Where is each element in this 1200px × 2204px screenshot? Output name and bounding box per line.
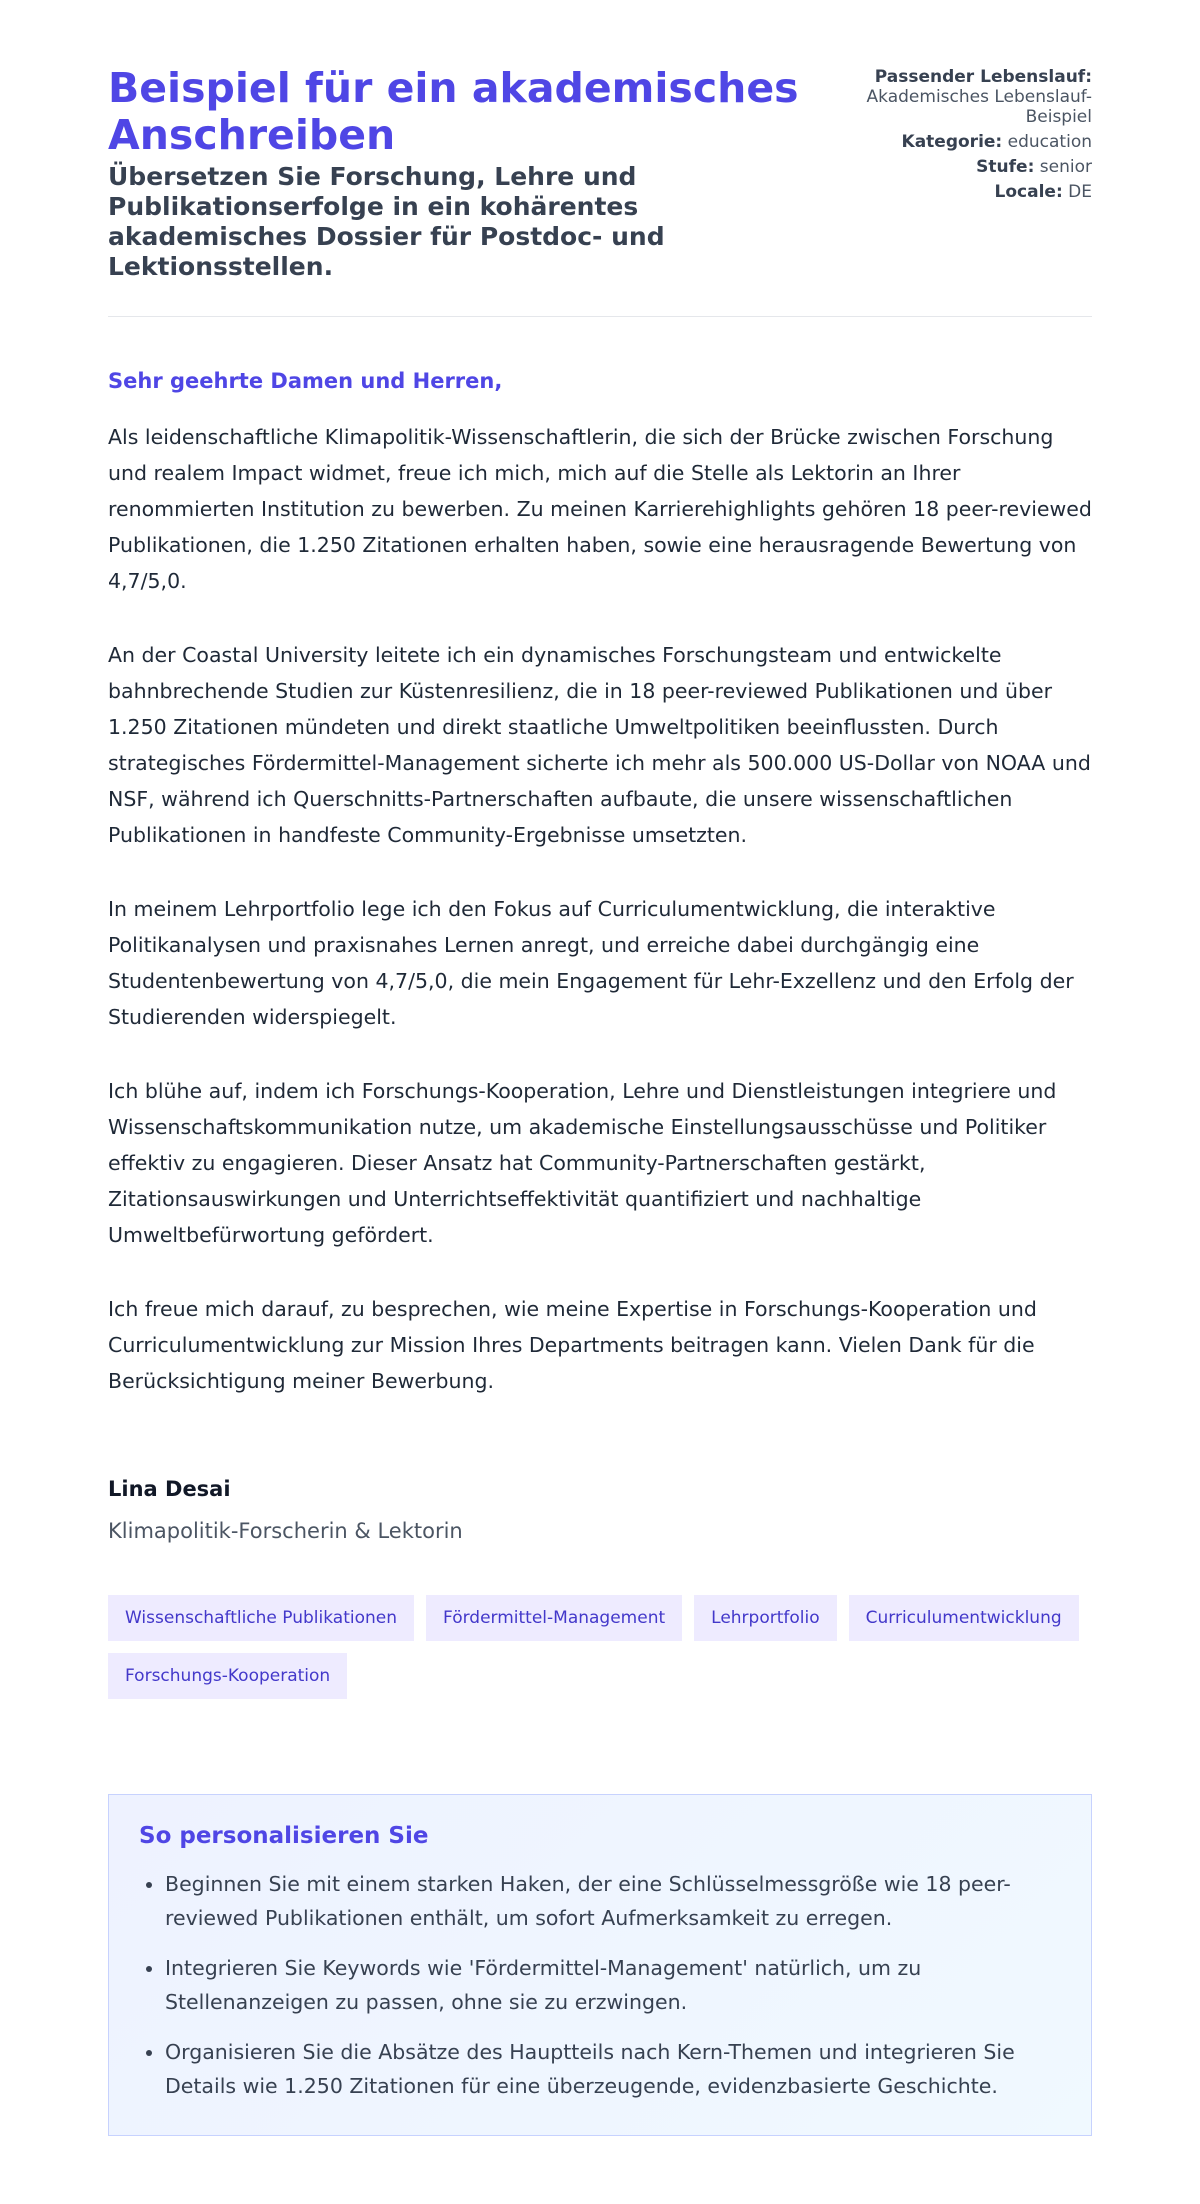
keyword-tag: Wissenschaftliche Publikationen (108, 1595, 414, 1641)
letter-paragraph-4: Ich blühe auf, indem ich Forschungs-Kooperation, Lehre und Dienstleistungen integriere und Wissenschaftskommunikation nutze, um akademische Einstellungsausschüsse und Politiker effektiv zu engagieren. Dieser Ansatz hat Community-Partnerschaften gestärkt, Zitationsauswirkungen und Unterrichtseffektivität quantifiziert und nachhaltige Umweltbefürwortung gefördert. (108, 1079, 1057, 1247)
letter-paragraph-2: An der Coastal University leitete ich ein dynamisches Forschungsteam und entwickelte bahnbrechende Studien zur Küstenresilienz, die in 18 peer-reviewed Publikationen und über 1.250 Zitationen mündeten und direkt staatliche Umweltpolitiken beeinflussten. Durch strategisches Fördermittel-Management sicherte ich mehr als 500.000 US-Dollar von NOAA und NSF, während ich Querschnitts-Partnerschaften aufbaute, die unsere wissenschaftlichen Publikationen in handfeste Community-Ergebnisse umsetzten. (108, 643, 1091, 847)
meta-locale-value: DE (1068, 182, 1092, 202)
meta-resume-label: Passender Lebenslauf: (874, 67, 1092, 87)
meta-level-value: senior (1039, 157, 1092, 177)
meta-category-label: Kategorie: (901, 132, 1003, 152)
tip-item: • Integrieren Sie Keywords wie 'Fördermittel-Management' natürlich, um zu Stellenanzeigen zu passen, ohne sie zu erzwingen. (165, 1951, 1061, 2019)
tips-title: So personalisieren Sie (139, 1823, 429, 1849)
meta-level (862, 157, 1092, 177)
personalization-tips-box (108, 1794, 1092, 2136)
page-subtitle: Übersetzen Sie Forschung, Lehre und Publikationserfolge in ein kohärentes akademisches Dossier für Postdoc- und Lektionsstellen. (108, 162, 665, 281)
page-title: Beispiel für ein akademisches Anschreiben (108, 64, 799, 159)
tip-item: • Beginnen Sie mit einem starken Haken, der eine Schlüsselmessgröße wie 18 peer-reviewed Publikationen enthält, um sofort Aufmerksamkeit zu erregen. (165, 1867, 1061, 1935)
keyword-tag: Lehrportfolio (694, 1595, 836, 1641)
keyword-tags (108, 1595, 1092, 1699)
meta-category (862, 132, 1092, 152)
keyword-tag: Fördermittel-Management (426, 1595, 682, 1641)
tip-item: • Organisieren Sie die Absätze des Hauptteils nach Kern-Themen und integrieren Sie Details wie 1.250 Zitationen für eine überzeugende, evidenzbasierte Geschichte. (165, 2035, 1061, 2103)
header-titles (108, 65, 808, 282)
meta-locale-label: Locale: (994, 182, 1063, 202)
meta-panel (862, 65, 1092, 207)
meta-locale (862, 182, 1092, 202)
keyword-tag: Curriculumentwicklung (849, 1595, 1079, 1641)
meta-resume (862, 67, 1092, 127)
letter-body (108, 367, 1092, 1545)
salutation: Sehr geehrte Damen und Herren, (108, 369, 503, 393)
letter-paragraph-1: Als leidenschaftliche Klimapolitik-Wissenschaftlerin, die sich der Brücke zwischen Forschung und realem Impact widmet, freue ich mich, mich auf die Stelle als Lektorin an Ihrer renommierten Institution zu bewerben. Zu meinen Karrierehighlights gehören 18 peer-reviewed Publikationen, die 1.250 Zitationen erhalten haben, sowie eine herausragende Bewertung von 4,7/5,0. (108, 425, 1092, 593)
letter-paragraph-3: In meinem Lehrportfolio lege ich den Fokus auf Curriculumentwicklung, die interaktive Politikanalysen und praxisnahes Lernen anregt, und erreiche dabei durchgängig eine Studentenbewertung von 4,7/5,0, die mein Engagement für Lehr-Exzellenz und den Erfolg der Studierenden widerspiegelt. (108, 897, 1074, 1029)
keyword-tag: Forschungs-Kooperation (108, 1653, 347, 1699)
page-header (108, 65, 1092, 317)
signature-block (108, 1475, 1092, 1545)
signature-name: Lina Desai (108, 1477, 231, 1501)
meta-resume-value[interactable]: Akademisches Lebenslauf-Beispiel (866, 87, 1092, 127)
meta-level-label: Stufe: (976, 157, 1035, 177)
meta-category-value: education (1007, 132, 1092, 152)
tips-list (139, 1867, 1061, 2103)
signature-role: Klimapolitik-Forscherin & Lektorin (108, 1519, 463, 1543)
letter-paragraph-5: Ich freue mich darauf, zu besprechen, wie meine Expertise in Forschungs-Kooperation und Curriculumentwicklung zur Mission Ihres Departments beitragen kann. Vielen Dank für die Berücksichtigung meiner Bewerbung. (108, 1297, 1037, 1393)
